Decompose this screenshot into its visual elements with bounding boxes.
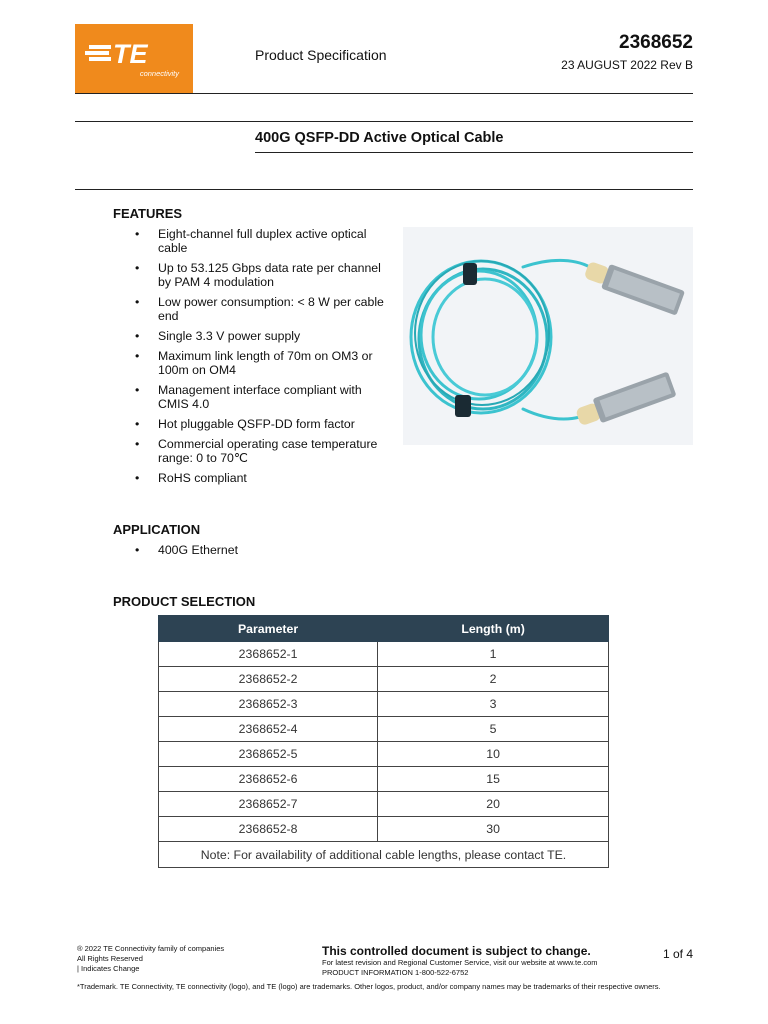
table-row xyxy=(159,792,609,817)
product-selection-heading: PRODUCT SELECTION xyxy=(113,594,256,609)
part-number-cell: 2368652-1 xyxy=(159,642,378,667)
footer-left-line: ® 2022 TE Connectivity family of companies xyxy=(77,944,225,953)
length-cell: 10 xyxy=(378,742,609,767)
feature-item-line: • Single 3.3 V power supply xyxy=(158,329,301,343)
te-logo-mark-icon xyxy=(85,38,183,68)
feature-item xyxy=(113,383,403,411)
table-row xyxy=(159,817,609,842)
feature-item xyxy=(113,471,403,485)
te-logo xyxy=(75,24,193,93)
footer-left-line: All Rights Reserved xyxy=(77,954,143,963)
document-title: 400G QSFP-DD Active Optical Cable xyxy=(255,130,504,146)
application-list xyxy=(113,543,403,563)
feature-item-line: • Maximum link length of 70m on OM3 or xyxy=(158,349,373,363)
feature-item-line: • Hot pluggable QSFP-DD form factor xyxy=(158,417,355,431)
feature-item-line: 100m on OM4 xyxy=(158,363,236,377)
logo-tagline: connectivity xyxy=(139,69,179,78)
trademark-note: *Trademark. TE Connectivity, TE connectivity (logo), and TE (logo) are trademarks. Other logos, product, and/or company names may be trademarks of their respective owners. xyxy=(77,982,661,991)
header-rule xyxy=(75,93,693,94)
table-row xyxy=(159,717,609,742)
feature-item-line: range: 0 to 70℃ xyxy=(158,451,248,465)
footer-notice-line: For latest revision and Regional Customer Service, visit our website at www.te.com xyxy=(322,958,598,967)
part-number-cell: 2368652-3 xyxy=(159,692,378,717)
section-rule xyxy=(75,189,693,190)
part-number-cell: 2368652-6 xyxy=(159,767,378,792)
table-row xyxy=(159,642,609,667)
footer-copyright xyxy=(77,944,224,974)
page-number: 1 of 4 xyxy=(662,947,693,961)
logo-text: TE xyxy=(113,39,148,68)
length-cell: 2 xyxy=(378,667,609,692)
feature-item xyxy=(113,261,403,289)
table-row xyxy=(159,692,609,717)
table-note: Note: For availability of additional cable lengths, please contact TE. xyxy=(159,842,609,868)
length-cell: 15 xyxy=(378,767,609,792)
part-number-cell: 2368652-7 xyxy=(159,792,378,817)
title-bottom-rule xyxy=(255,152,693,153)
length-cell: 5 xyxy=(378,717,609,742)
cable-image xyxy=(403,227,693,445)
column-header: Parameter xyxy=(159,616,378,642)
table-row xyxy=(159,767,609,792)
feature-item-line: CMIS 4.0 xyxy=(158,397,210,411)
length-cell: 30 xyxy=(378,817,609,842)
feature-item-line: • Commercial operating case temperature xyxy=(158,437,378,451)
length-cell: 20 xyxy=(378,792,609,817)
footer-notice-title: This controlled document is subject to change. xyxy=(322,944,591,958)
feature-item-line: cable xyxy=(158,241,188,255)
table-note-row xyxy=(159,842,609,868)
length-cell: 1 xyxy=(378,642,609,667)
features-list xyxy=(113,227,403,491)
footer-left-line: | Indicates Change xyxy=(77,964,140,973)
features-heading: FEATURES xyxy=(113,206,183,221)
feature-item-line: by PAM 4 modulation xyxy=(158,275,274,289)
feature-item-line: end xyxy=(158,309,179,323)
part-number-cell: 2368652-5 xyxy=(159,742,378,767)
application-item: • 400G Ethernet xyxy=(113,543,403,557)
footer-notice-line: PRODUCT INFORMATION 1-800-522-6752 xyxy=(322,968,469,977)
feature-item xyxy=(113,349,403,377)
product-photo xyxy=(403,227,693,445)
product-selection-table xyxy=(158,615,609,868)
column-header: Length (m) xyxy=(378,616,609,642)
feature-item xyxy=(113,295,403,323)
feature-item-line: • RoHS compliant xyxy=(158,471,247,485)
feature-item-line: • Eight-channel full duplex active optical xyxy=(158,227,367,241)
table-row xyxy=(159,667,609,692)
table-header-row xyxy=(159,616,609,642)
feature-item xyxy=(113,417,403,431)
footer-notice xyxy=(322,944,598,978)
table-row xyxy=(159,742,609,767)
doc-date: 23 AUGUST 2022 Rev B xyxy=(561,58,693,72)
feature-item xyxy=(113,329,403,343)
feature-item xyxy=(113,437,403,465)
feature-item-line: • Management interface compliant with xyxy=(158,383,362,397)
feature-item-line: • Low power consumption: < 8 W per cable xyxy=(158,295,384,309)
doc-number: 2368652 xyxy=(619,32,693,53)
feature-item-line: • Up to 53.125 Gbps data rate per channel xyxy=(158,261,381,275)
part-number-cell: 2368652-4 xyxy=(159,717,378,742)
application-heading: APPLICATION xyxy=(113,522,201,537)
part-number-cell: 2368652-8 xyxy=(159,817,378,842)
part-number-cell: 2368652-2 xyxy=(159,667,378,692)
title-top-rule xyxy=(75,121,693,122)
feature-item xyxy=(113,227,403,255)
doc-type: Product Specification xyxy=(255,47,387,63)
length-cell: 3 xyxy=(378,692,609,717)
